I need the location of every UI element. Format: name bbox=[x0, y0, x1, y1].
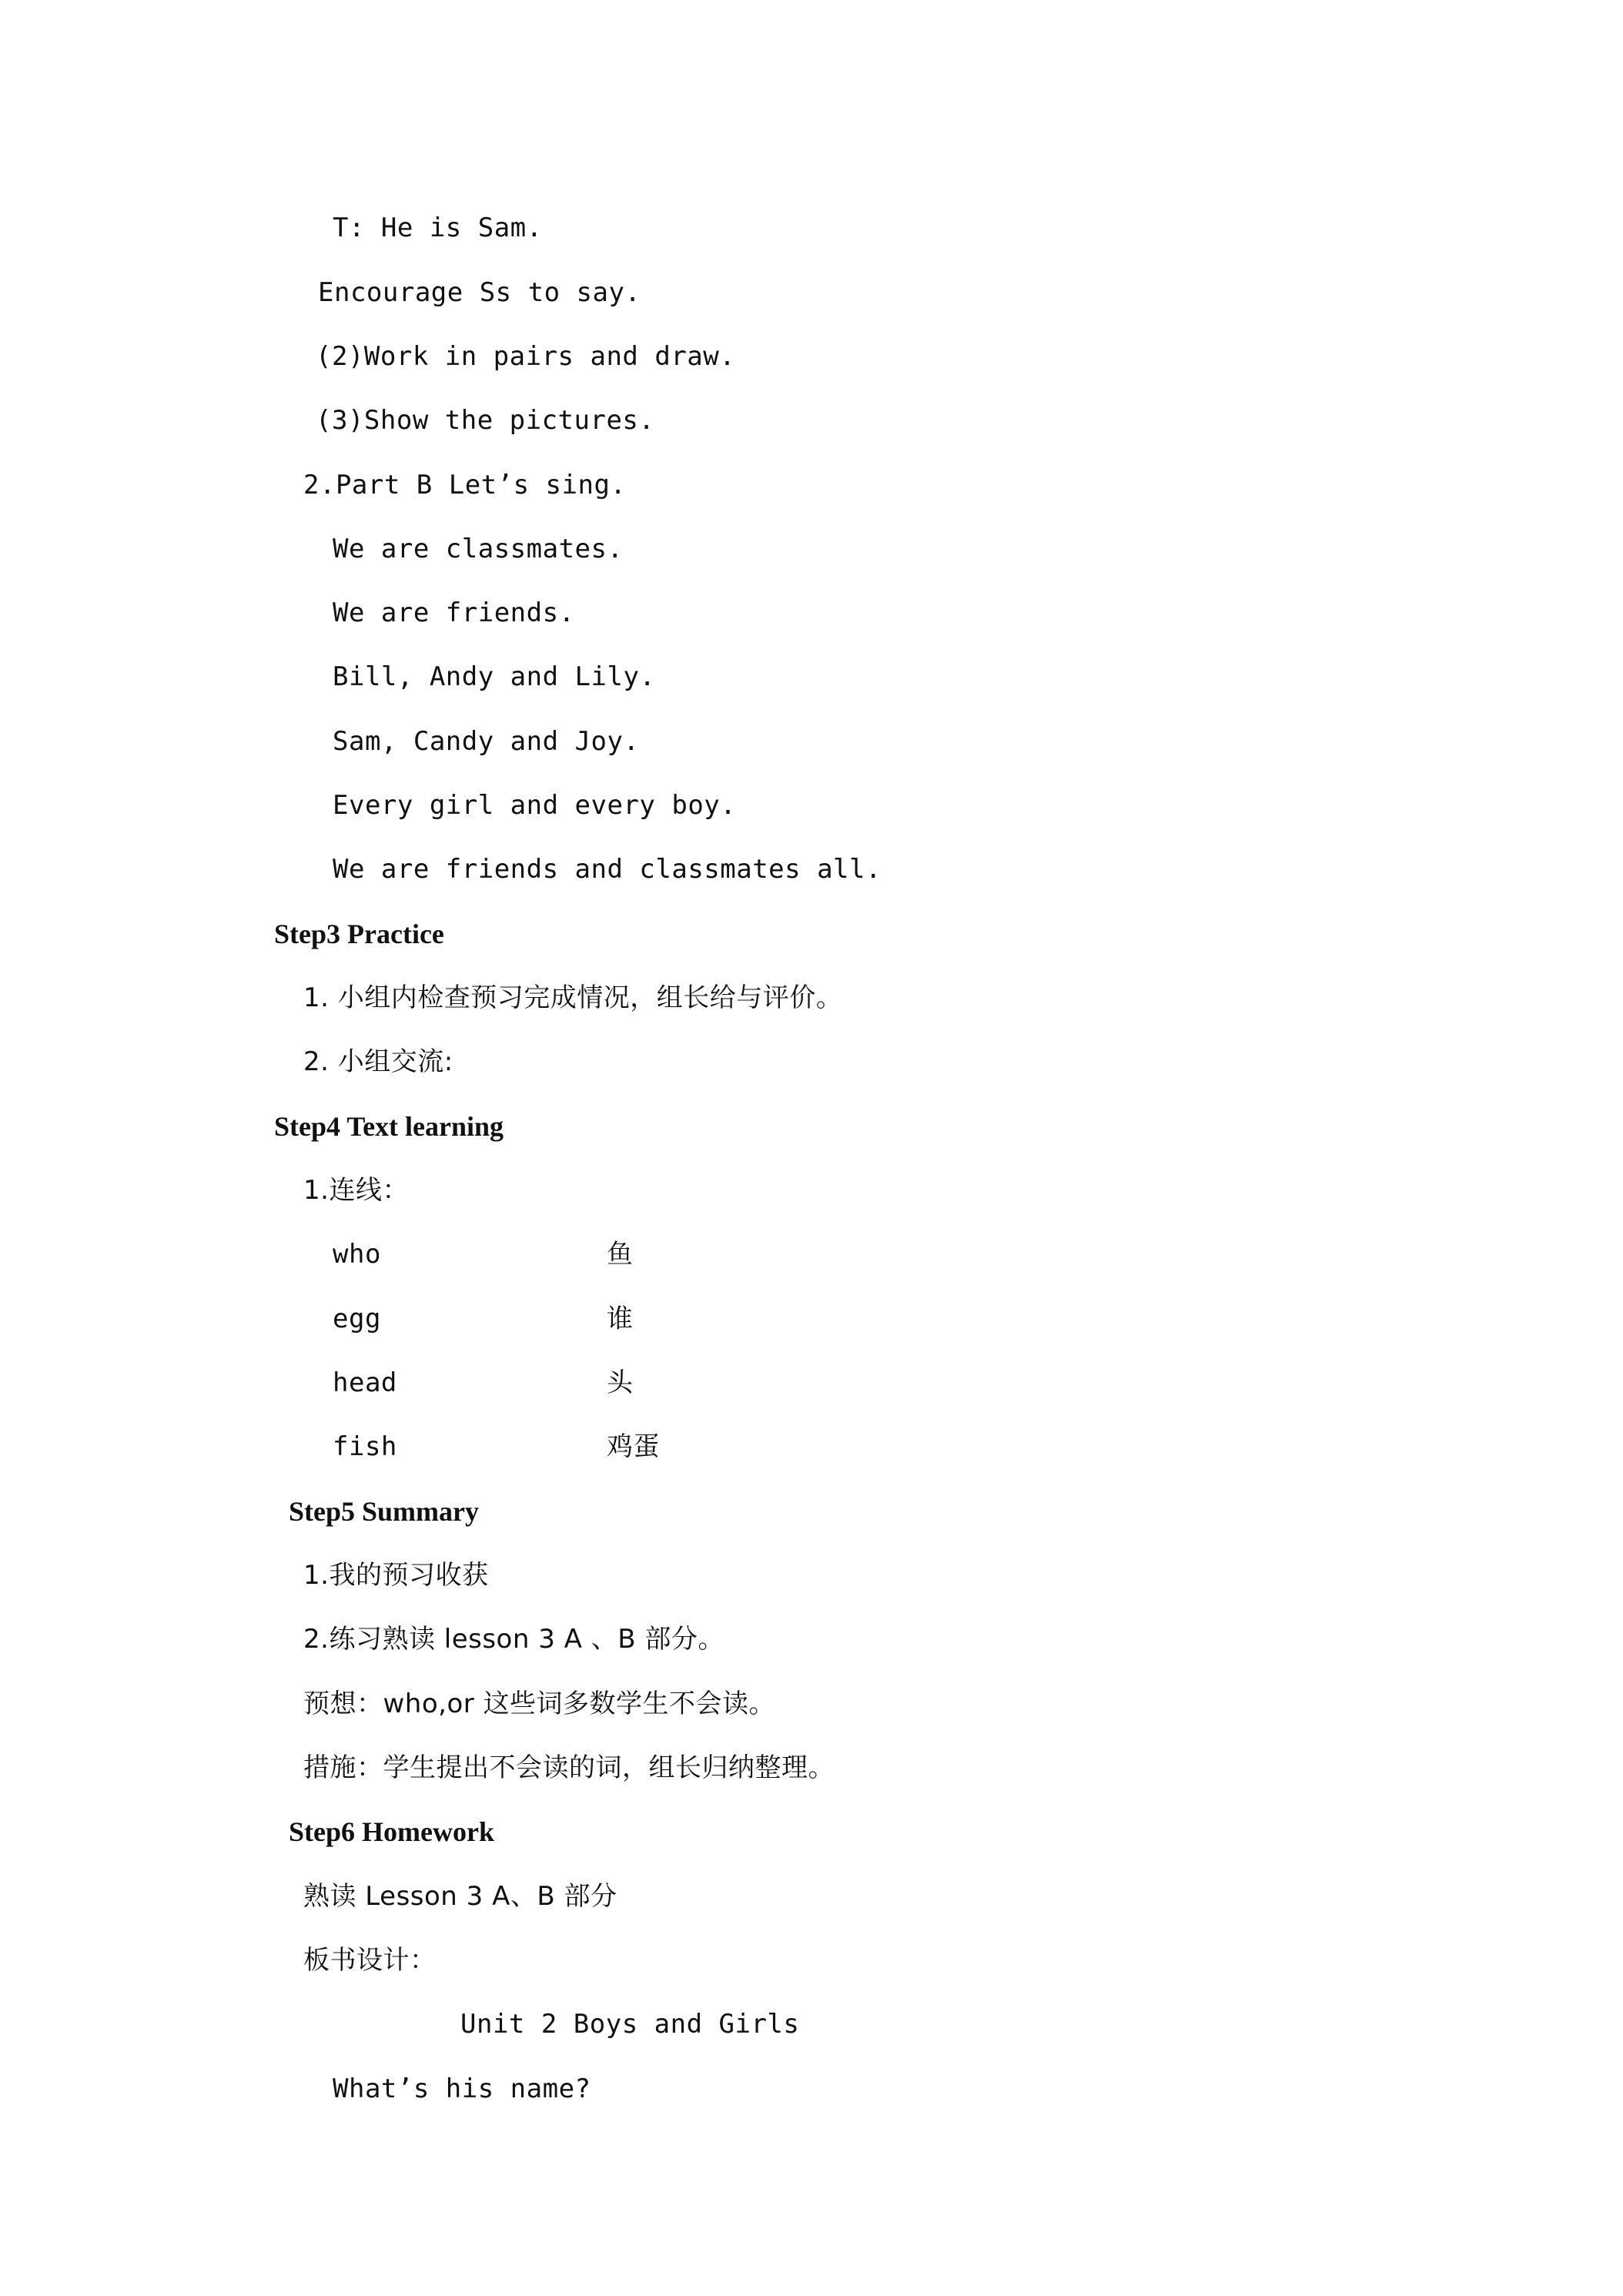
step3-item: 1. 小组内检查预习完成情况，组长给与评价。 bbox=[303, 982, 843, 1013]
step4-item: 1.连线： bbox=[303, 1175, 409, 1206]
song-line: We are friends and classmates all. bbox=[333, 854, 882, 885]
match-word-en: head bbox=[333, 1367, 397, 1398]
step6-item: 板书设计： bbox=[303, 1945, 437, 1976]
match-word-zh: 头 bbox=[607, 1367, 634, 1398]
step5-item: 预想：who,or 这些词多数学生不会读。 bbox=[303, 1689, 776, 1719]
match-word-zh: 鱼 bbox=[607, 1239, 634, 1270]
song-line: Every girl and every boy. bbox=[333, 790, 737, 821]
match-word-en: egg bbox=[333, 1304, 381, 1334]
step5-heading: Step5 Summary bbox=[289, 1496, 480, 1527]
board-line: What’s his name? bbox=[333, 2073, 591, 2104]
step4-heading: Step4 Text learning bbox=[274, 1111, 504, 1142]
board-title: Unit 2 Boys and Girls bbox=[460, 2009, 800, 2040]
dialogue-line: T: He is Sam. bbox=[333, 213, 543, 243]
song-line: We are friends. bbox=[333, 597, 575, 628]
match-word-zh: 鸡蛋 bbox=[607, 1431, 660, 1462]
step3-item: 2. 小组交流: bbox=[303, 1046, 453, 1077]
part-heading: 2.Part B Let’s sing. bbox=[303, 470, 627, 500]
step5-item: 1.我的预习收获 bbox=[303, 1560, 489, 1591]
step6-heading: Step6 Homework bbox=[289, 1816, 494, 1847]
song-line: We are classmates. bbox=[333, 534, 624, 564]
step6-item: 熟读 Lesson 3 A、B 部分 bbox=[303, 1881, 617, 1912]
step5-item: 措施：学生提出不会读的词，组长归纳整理。 bbox=[303, 1752, 835, 1783]
song-line: Sam, Candy and Joy. bbox=[333, 726, 640, 757]
instruction-line: (2)Work in pairs and draw. bbox=[316, 341, 736, 372]
instruction-line: Encourage Ss to say. bbox=[318, 277, 641, 308]
song-line: Bill, Andy and Lily. bbox=[333, 661, 656, 692]
step3-heading: Step3 Practice bbox=[274, 919, 444, 949]
match-word-en: fish bbox=[333, 1431, 397, 1462]
instruction-line: (3)Show the pictures. bbox=[316, 405, 655, 436]
match-word-zh: 谁 bbox=[607, 1304, 634, 1334]
step5-item: 2.练习熟读 lesson 3 A 、B 部分。 bbox=[303, 1624, 724, 1655]
match-word-en: who bbox=[333, 1239, 381, 1270]
